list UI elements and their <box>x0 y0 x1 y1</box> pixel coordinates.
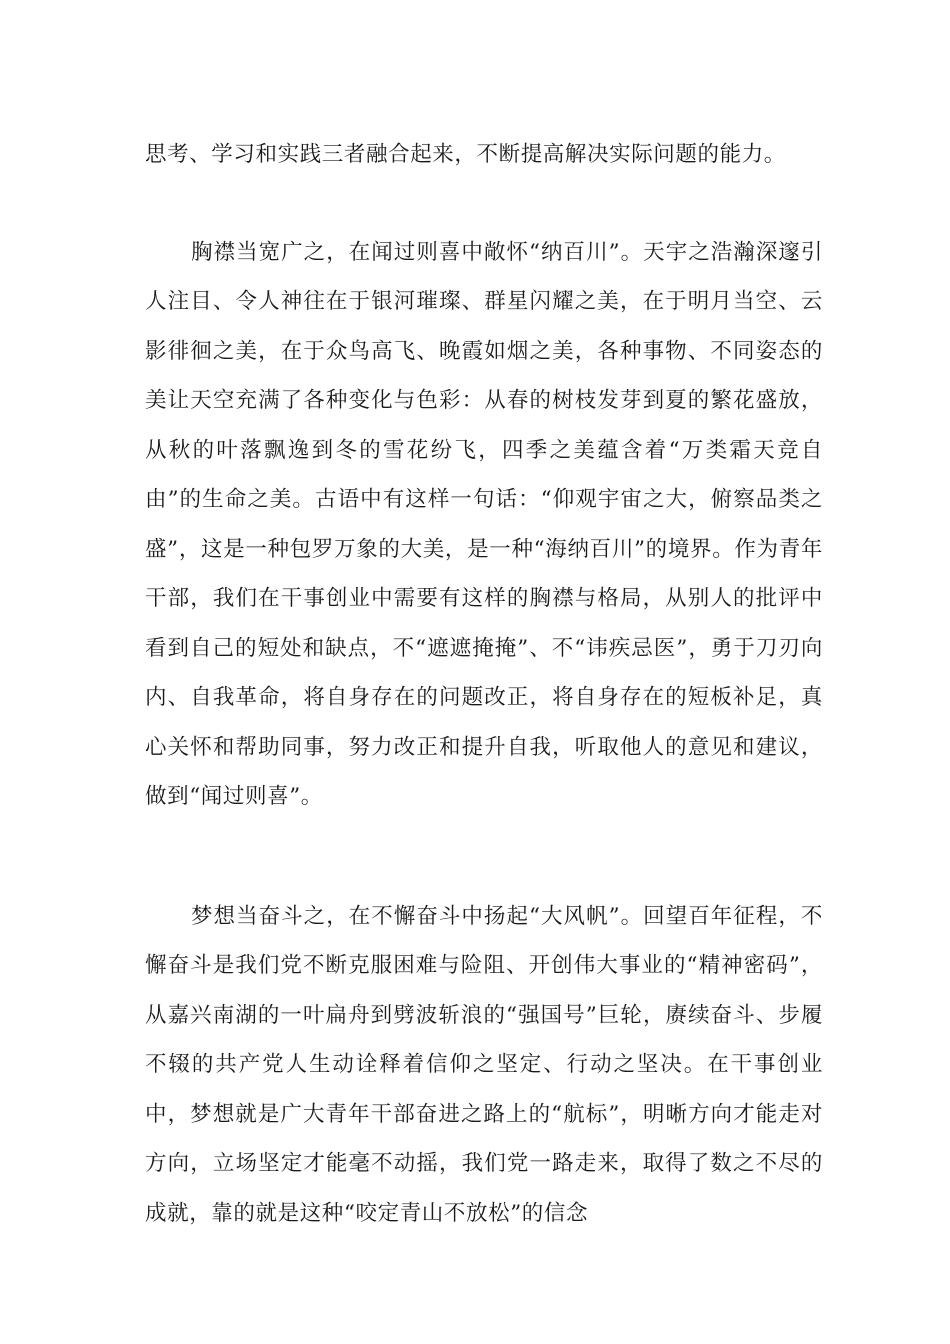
paragraph-continuation: 思考、学习和实践三者融合起来，不断提高解决实际问题的能力。 <box>145 142 786 167</box>
document-page <box>145 130 823 1238</box>
paragraph-dream-struggle: 梦想当奋斗之，在不懈奋斗中扬起“大风帆”。回望百年征程，不懈奋斗是我们党不断克服困难与险阻、开创伟大事业的“精神密码”，从嘉兴南湖的一叶扁舟到劈波斩浪的“强国号”巨轮，赓续奋斗、步履不辍的共产党人生动诠释着信仰之坚定、行动之坚决。在干事创业中，梦想就是广大青年干部奋进之路上的“航标”，明晰方向才能走对方向，立场坚定才能毫不动摇，我们党一路走来，取得了数之不尽的成就，靠的就是这种“咬定青山不放松”的信念 <box>145 903 823 1226</box>
paragraph-broad-mind: 胸襟当宽广之，在闻过则喜中敞怀“纳百川”。天宇之浩瀚深邃引人注目、令人神往在于银河璀璨、群星闪耀之美，在于明月当空、云影徘徊之美，在于众鸟高飞、晚霞如烟之美，各种事物、不同姿态的美让天空充满了各种变化与色彩：从春的树枝发芽到夏的繁花盛放，从秋的叶落飘逸到冬的雪花纷飞，四季之美蕴含着“万类霜天竞自由”的生命之美。古语中有这样一句话：“仰观宇宙之大，俯察品类之盛”，这是一种包罗万象的大美，是一种“海纳百川”的境界。作为青年干部，我们在干事创业中需要有这样的胸襟与格局，从别人的批评中看到自己的短处和缺点，不“遮遮掩掩”、不“讳疾忌医”，勇于刀刃向内、自我革命，将自身存在的问题改正，将自身存在的短板补足，真心关怀和帮助同事，努力改正和提升自我，听取他人的意见和建议，做到“闻过则喜”。 <box>145 239 823 809</box>
